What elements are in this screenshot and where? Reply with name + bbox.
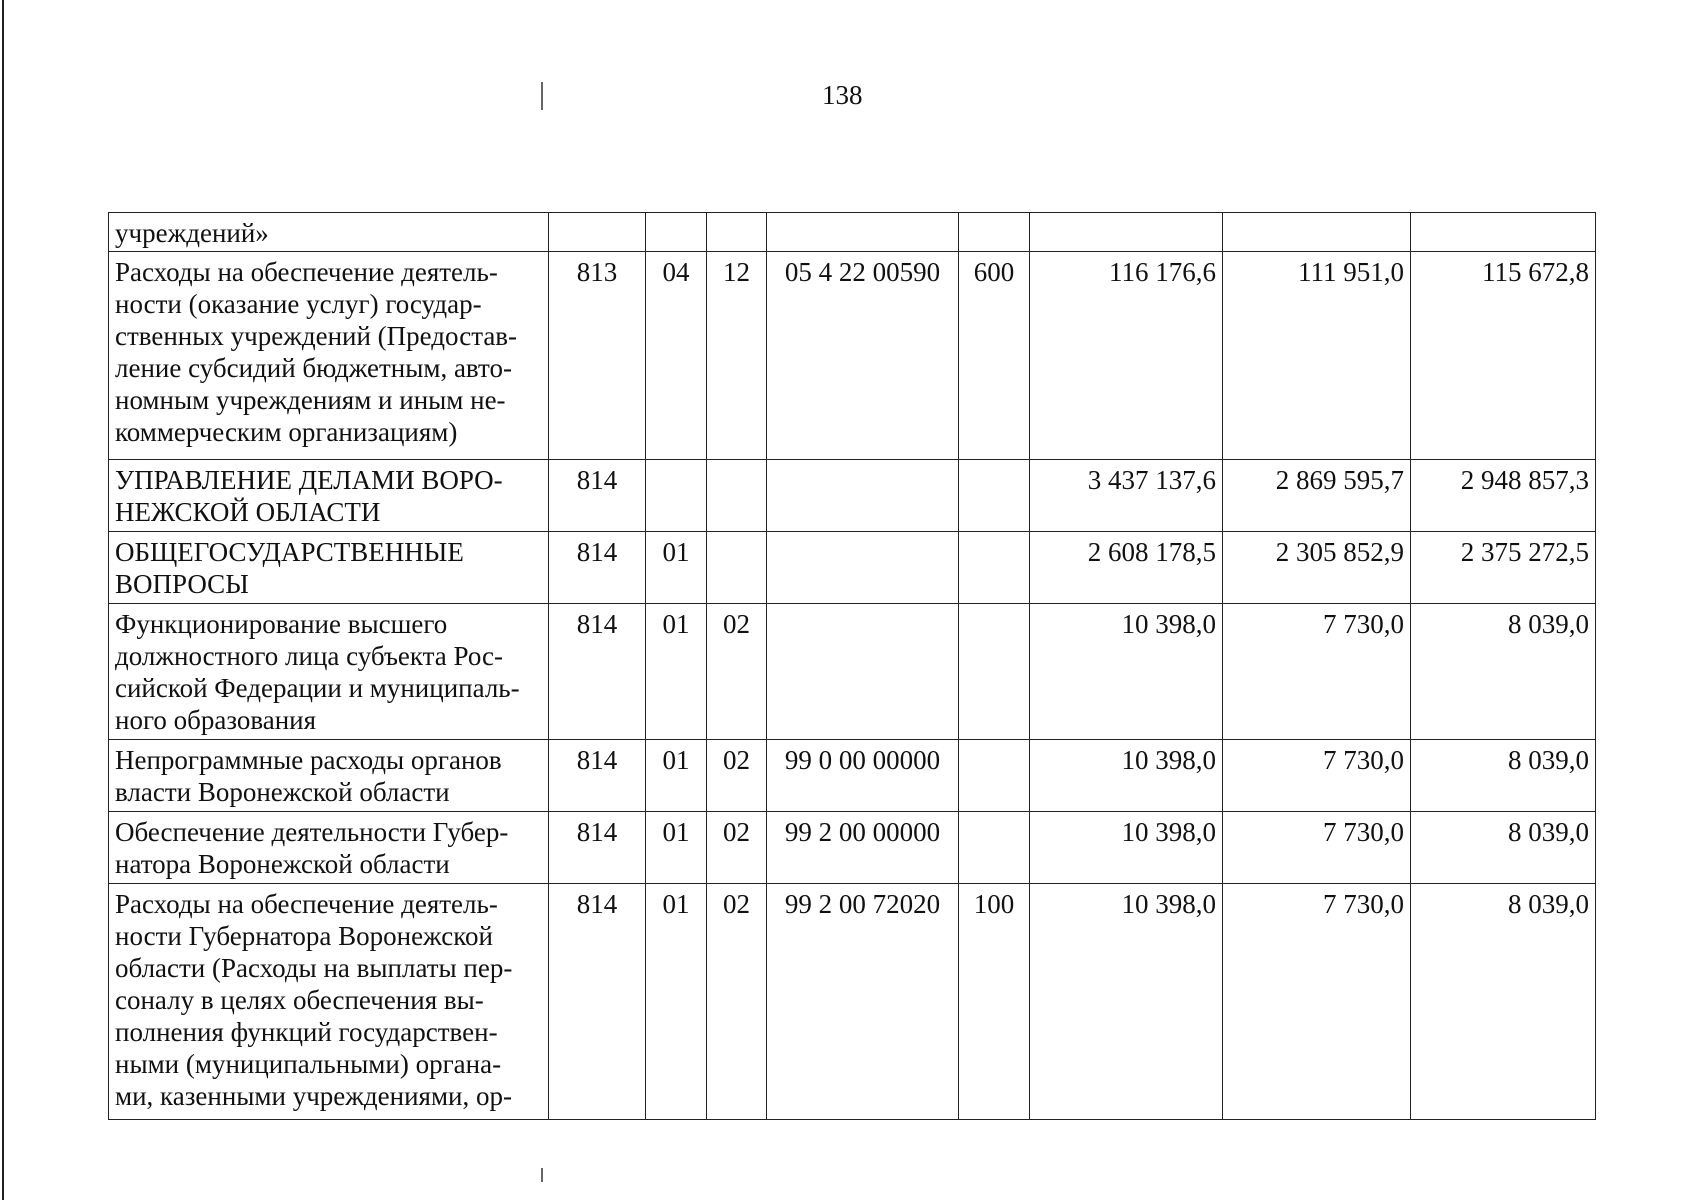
ministry-code-text: 814 — [576, 817, 618, 847]
section-code-text: 01 — [662, 817, 690, 847]
row-name-cell — [109, 213, 549, 252]
expense-type-cell — [959, 604, 1030, 740]
amount-year2-text: 111 951,0 — [1298, 257, 1404, 287]
amount-year2-cell — [1223, 213, 1411, 252]
row-name-text: Расходы на обеспечение деятель- ности Губернатора Воронежской области (Расходы на выплаты пер- соналу в целях обеспечения вы- полнения функций государствен- ными (муниципальными) органа- ми, казенными учреждениями, ор- — [115, 889, 513, 1111]
target-article-text: 99 2 00 72020 — [784, 889, 941, 919]
section-code-text: 01 — [662, 537, 690, 567]
amount-year2-cell — [1223, 532, 1411, 604]
amount-year3-cell — [1411, 740, 1596, 812]
binding-mark-top — [541, 82, 543, 110]
amount-year1-text: 2 608 178,5 — [1087, 537, 1216, 567]
binding-mark-bottom — [541, 1168, 543, 1182]
section-code-cell — [646, 532, 707, 604]
ministry-code-cell — [549, 460, 646, 532]
subsection-code-cell — [707, 604, 767, 740]
table-body — [109, 213, 1596, 1120]
amount-year2-text: 7 730,0 — [1323, 609, 1404, 639]
target-article-text: 99 0 00 00000 — [784, 745, 941, 775]
expense-type-cell — [959, 213, 1030, 252]
section-code-text: 01 — [662, 889, 690, 919]
expense-type-cell — [959, 884, 1030, 1120]
amount-year2-cell — [1223, 884, 1411, 1120]
budget-table — [108, 212, 1596, 1120]
target-article-text: 99 2 00 00000 — [784, 817, 941, 847]
target-article-text: 05 4 22 00590 — [784, 257, 941, 287]
section-code-cell — [646, 460, 707, 532]
row-name-cell — [109, 884, 549, 1120]
row-name-text: Функционирование высшего должностного лица субъекта Рос- сийской Федерации и муниципаль- ного образования — [115, 609, 520, 735]
page-number: 138 — [822, 80, 863, 110]
target-article-cell — [767, 213, 959, 252]
target-article-cell — [767, 812, 959, 884]
amount-year1-text: 10 398,0 — [1121, 817, 1216, 847]
amount-year1-text: 3 437 137,6 — [1087, 465, 1216, 495]
subsection-code-cell — [707, 740, 767, 812]
amount-year1-cell — [1030, 460, 1223, 532]
amount-year3-cell — [1411, 812, 1596, 884]
amount-year1-cell — [1030, 252, 1223, 460]
ministry-code-text: 813 — [576, 257, 618, 287]
target-article-cell — [767, 460, 959, 532]
row-name-cell — [109, 252, 549, 460]
amount-year1-text: 10 398,0 — [1121, 609, 1216, 639]
section-code-text: 01 — [662, 609, 690, 639]
row-name-cell — [109, 740, 549, 812]
amount-year2-cell — [1223, 812, 1411, 884]
amount-year2-cell — [1223, 252, 1411, 460]
ministry-code-text: 814 — [576, 745, 618, 775]
row-name-text: учреждений» — [115, 218, 269, 248]
ministry-code-cell — [549, 213, 646, 252]
subsection-code-cell — [707, 532, 767, 604]
amount-year1-cell — [1030, 213, 1223, 252]
amount-year3-text: 8 039,0 — [1508, 609, 1589, 639]
amount-year2-cell — [1223, 604, 1411, 740]
amount-year3-text: 8 039,0 — [1508, 745, 1589, 775]
amount-year3-cell — [1411, 604, 1596, 740]
expense-type-cell — [959, 740, 1030, 812]
amount-year2-text: 7 730,0 — [1323, 817, 1404, 847]
amount-year2-cell — [1223, 460, 1411, 532]
table-row — [109, 604, 1596, 740]
expense-type-cell — [959, 252, 1030, 460]
row-name-text: ОБЩЕГОСУДАРСТВЕННЫЕ ВОПРОСЫ — [115, 537, 464, 599]
ministry-code-text: 814 — [576, 889, 618, 919]
ministry-code-text: 814 — [576, 609, 618, 639]
ministry-code-cell — [549, 740, 646, 812]
row-name-cell — [109, 460, 549, 532]
amount-year2-text: 7 730,0 — [1323, 889, 1404, 919]
ministry-code-text: 814 — [576, 465, 618, 495]
expense-type-text: 600 — [973, 257, 1015, 287]
amount-year3-text: 8 039,0 — [1508, 817, 1589, 847]
table-row — [109, 740, 1596, 812]
amount-year1-cell — [1030, 812, 1223, 884]
table-row — [109, 884, 1596, 1120]
target-article-cell — [767, 884, 959, 1120]
amount-year1-cell — [1030, 884, 1223, 1120]
row-name-text: УПРАВЛЕНИЕ ДЕЛАМИ ВОРО- НЕЖСКОЙ ОБЛАСТИ — [115, 465, 503, 527]
amount-year3-cell — [1411, 460, 1596, 532]
amount-year1-text: 10 398,0 — [1121, 889, 1216, 919]
section-code-cell — [646, 213, 707, 252]
expense-type-text: 100 — [973, 889, 1015, 919]
table-row — [109, 532, 1596, 604]
target-article-cell — [767, 532, 959, 604]
subsection-code-text: 02 — [723, 817, 750, 847]
amount-year2-cell — [1223, 740, 1411, 812]
section-code-cell — [646, 812, 707, 884]
subsection-code-cell — [707, 213, 767, 252]
ministry-code-text: 814 — [576, 537, 618, 567]
target-article-cell — [767, 252, 959, 460]
ministry-code-cell — [549, 604, 646, 740]
ministry-code-cell — [549, 812, 646, 884]
section-code-cell — [646, 740, 707, 812]
expense-type-cell — [959, 812, 1030, 884]
section-code-cell — [646, 604, 707, 740]
ministry-code-cell — [549, 252, 646, 460]
section-code-cell — [646, 252, 707, 460]
amount-year3-cell — [1411, 252, 1596, 460]
table-row — [109, 252, 1596, 460]
amount-year3-text: 8 039,0 — [1508, 889, 1589, 919]
subsection-code-text: 02 — [723, 745, 750, 775]
amount-year1-text: 116 176,6 — [1109, 257, 1216, 287]
table-row — [109, 213, 1596, 252]
amount-year3-text: 2 375 272,5 — [1460, 537, 1589, 567]
row-name-text: Непрограммные расходы органов власти Воронежской области — [115, 745, 502, 807]
subsection-code-text: 02 — [723, 889, 750, 919]
amount-year3-text: 115 672,8 — [1482, 257, 1589, 287]
subsection-code-cell — [707, 884, 767, 1120]
expense-type-cell — [959, 460, 1030, 532]
section-code-text: 01 — [662, 745, 690, 775]
row-name-text: Обеспечение деятельности Губер- натора Воронежской области — [115, 817, 509, 879]
amount-year2-text: 2 869 595,7 — [1275, 465, 1404, 495]
table-row — [109, 460, 1596, 532]
subsection-code-cell — [707, 460, 767, 532]
amount-year1-cell — [1030, 740, 1223, 812]
amount-year3-cell — [1411, 213, 1596, 252]
target-article-cell — [767, 604, 959, 740]
row-name-cell — [109, 532, 549, 604]
section-code-cell — [646, 884, 707, 1120]
amount-year1-cell — [1030, 604, 1223, 740]
amount-year1-text: 10 398,0 — [1121, 745, 1216, 775]
ministry-code-cell — [549, 532, 646, 604]
row-name-cell — [109, 812, 549, 884]
subsection-code-text: 02 — [723, 609, 750, 639]
subsection-code-text: 12 — [723, 257, 750, 287]
table-row — [109, 812, 1596, 884]
subsection-code-cell — [707, 812, 767, 884]
row-name-cell — [109, 604, 549, 740]
expense-type-cell — [959, 532, 1030, 604]
amount-year3-cell — [1411, 532, 1596, 604]
subsection-code-cell — [707, 252, 767, 460]
amount-year2-text: 2 305 852,9 — [1275, 537, 1404, 567]
target-article-cell — [767, 740, 959, 812]
amount-year1-cell — [1030, 532, 1223, 604]
section-code-text: 04 — [662, 257, 690, 287]
scan-left-edge — [2, 0, 4, 1200]
amount-year3-text: 2 948 857,3 — [1460, 465, 1589, 495]
amount-year3-cell — [1411, 884, 1596, 1120]
amount-year2-text: 7 730,0 — [1323, 745, 1404, 775]
ministry-code-cell — [549, 884, 646, 1120]
row-name-text: Расходы на обеспечение деятель- ности (оказание услуг) государ- ственных учреждений (Предостав- ление субсидий бюджетным, авто- номным учреждениям и иным не- коммерческим организациям) — [115, 257, 518, 447]
